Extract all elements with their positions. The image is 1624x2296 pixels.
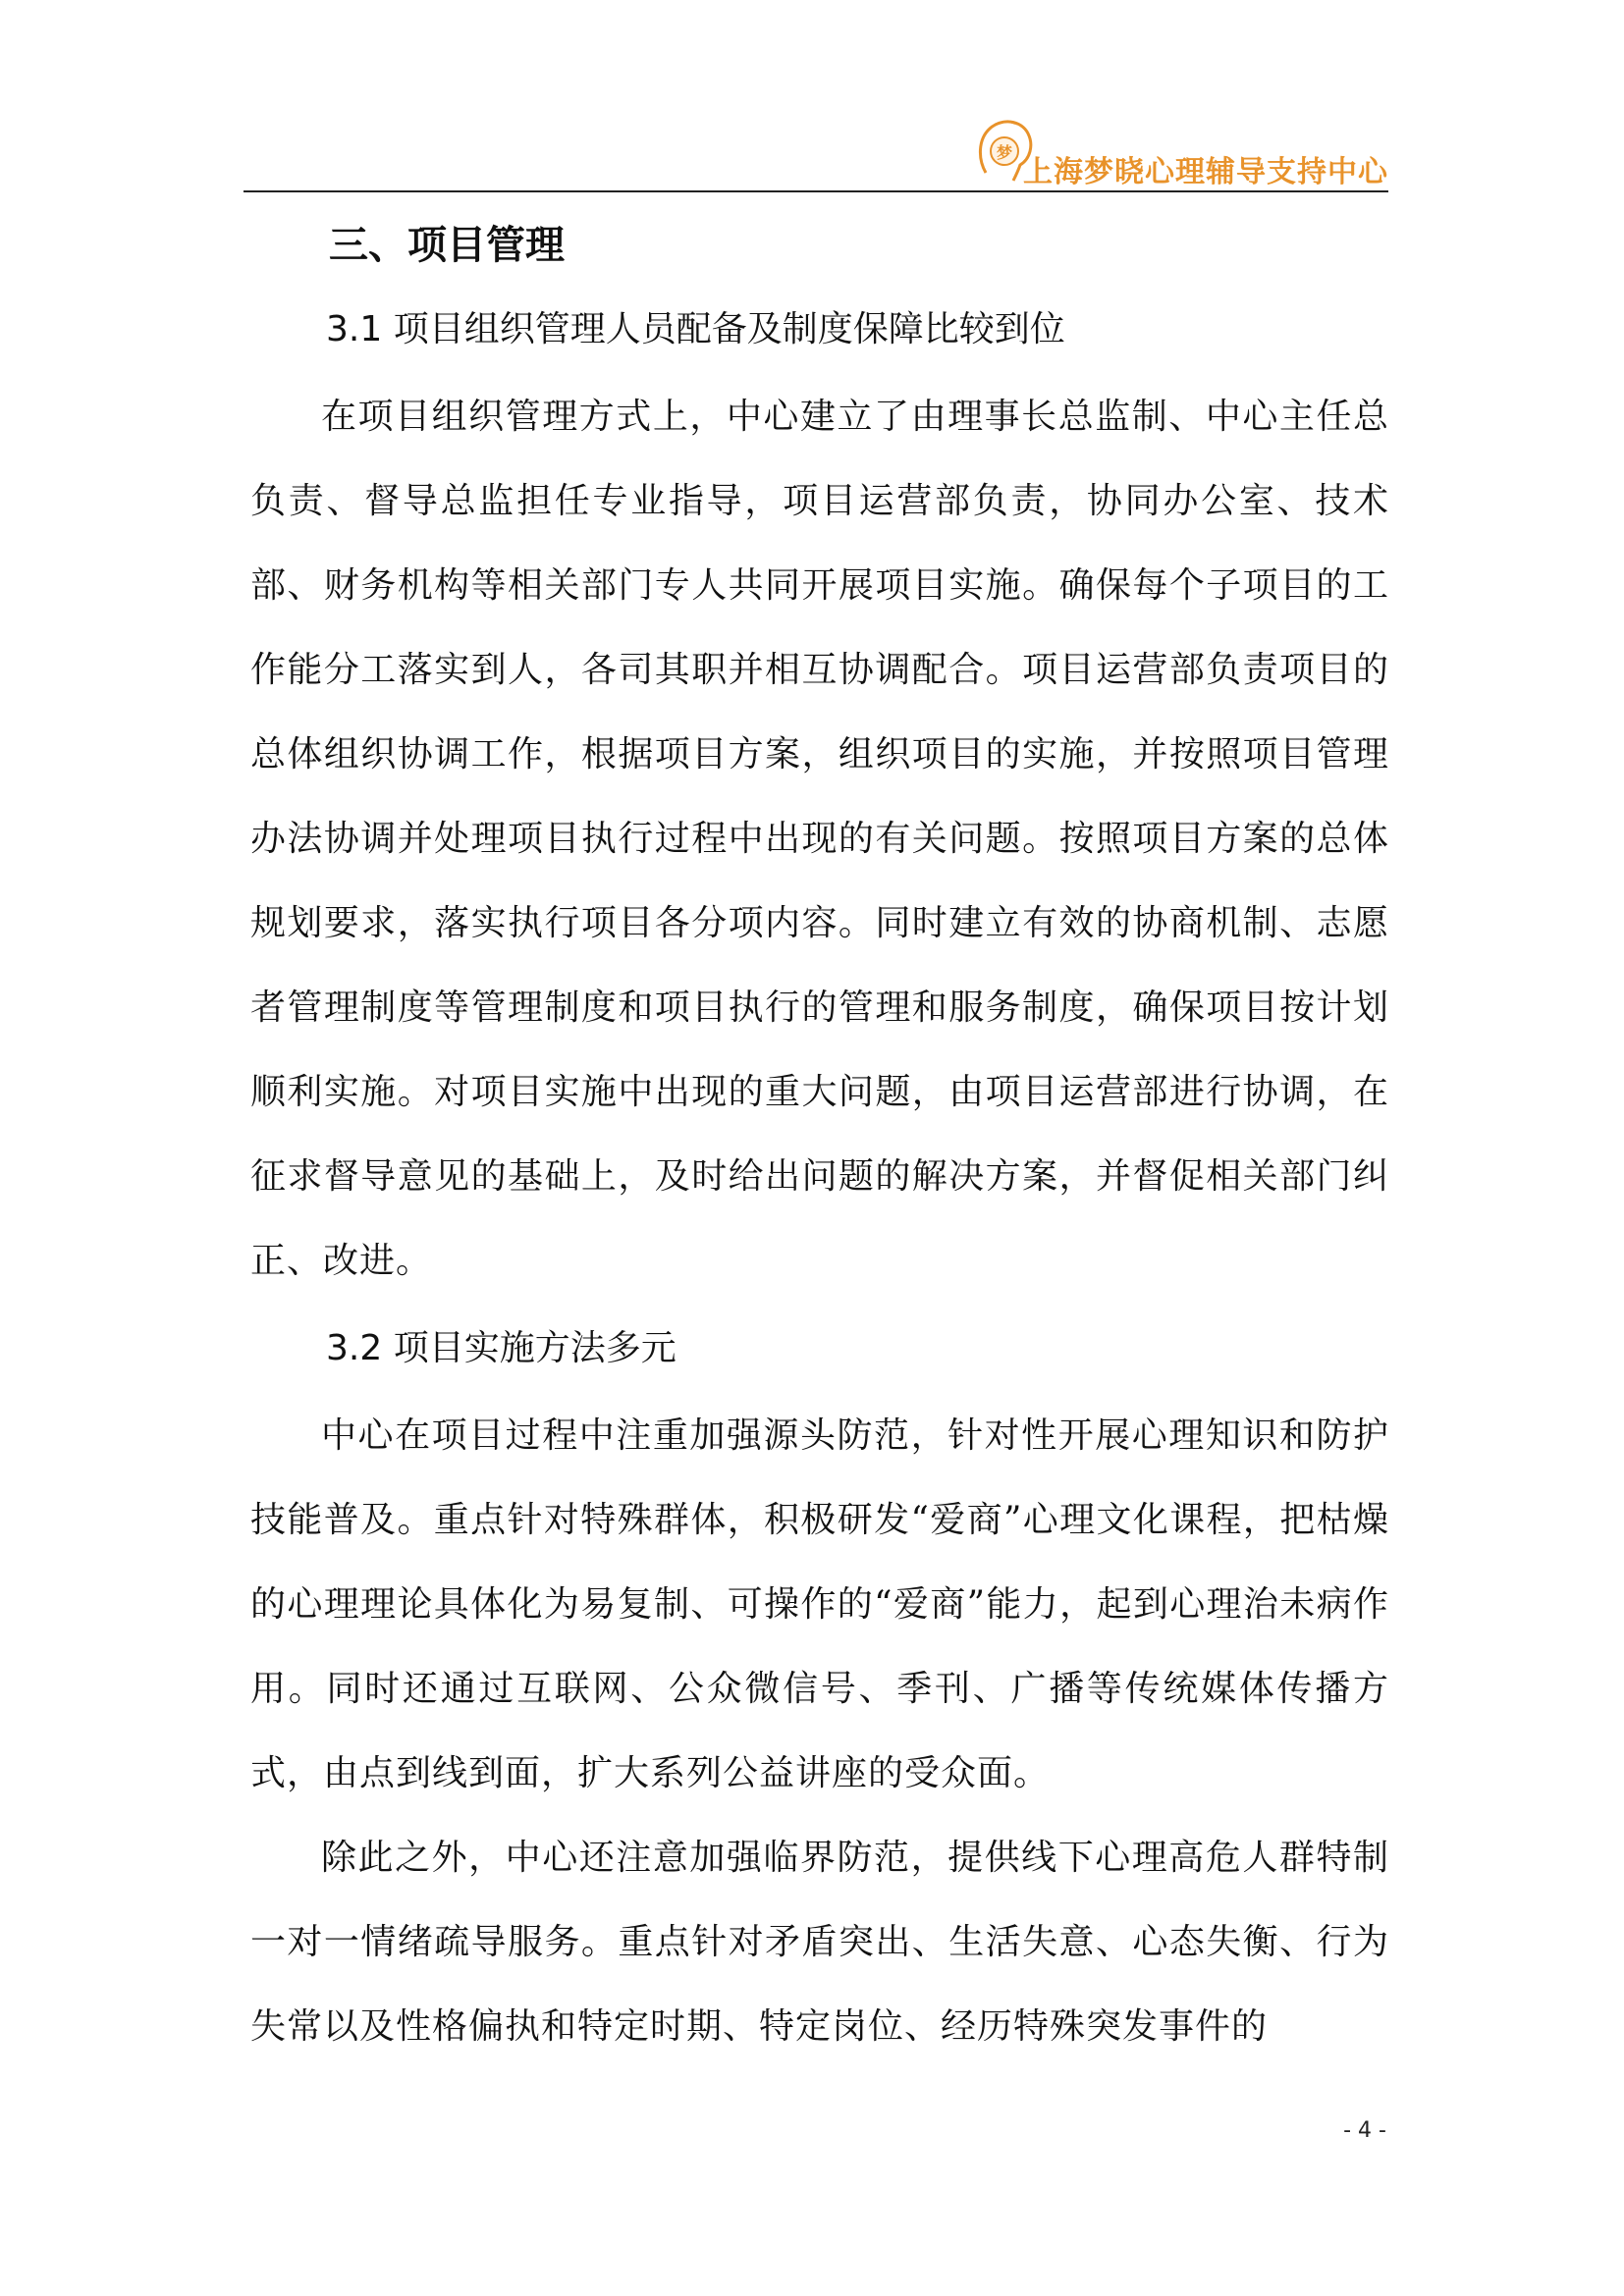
header-divider (244, 190, 1388, 192)
document-body (250, 206, 1389, 2069)
page-header (244, 110, 1388, 190)
organization-name: 上海梦晓心理辅导支持中心 (1023, 155, 1388, 189)
section-title: 三、项目管理 (329, 223, 565, 268)
paragraph-3-2-1: 中心在项目过程中注重加强源头防范，针对性开展心理知识和防护技能普及。重点针对特殊群体，积极研发“爱商”心理文化课程，把枯燥的心理理论具体化为易复制、可操作的“爱商”能力，起到心理治未病作用。同时还通过互联网、公众微信号、季刊、广播等传统媒体传播方式，由点到线到面，扩大系列公益讲座的受众面。 (250, 1415, 1389, 1793)
subsection-title-3-1: 3.1 项目组织管理人员配备及制度保障比较到位 (326, 309, 1065, 349)
page-number: - 4 - (1343, 2118, 1386, 2143)
paragraph-3-2-2: 除此之外，中心还注意加强临界防范，提供线下心理高危人群特制一对一情绪疏导服务。重点针对矛盾突出、生活失意、心态失衡、行为失常以及性格偏执和特定时期、特定岗位、经历特殊突发事件的 (250, 1838, 1389, 2047)
paragraph-3-1-1: 在项目组织管理方式上，中心建立了由理事长总监制、中心主任总负责、督导总监担任专业指导，项目运营部负责，协同办公室、技术部、财务机构等相关部门专人共同开展项目实施。确保每个子项目的工作能分工落实到人，各司其职并相互协调配合。项目运营部负责项目的总体组织协调工作，根据项目方案，组织项目的实施，并按照项目管理办法协调并处理项目执行过程中出现的有关问题。按照项目方案的总体规划要求，落实执行项目各分项内容。同时建立有效的协商机制、志愿者管理制度等管理制度和项目执行的管理和服务制度，确保项目按计划顺利实施。对项目实施中出现的重大问题，由项目运营部进行协调，在征求督导意见的基础上，及时给出问题的解决方案，并督促相关部门纠正、改进。 (250, 397, 1389, 1281)
subsection-title-3-2: 3.2 项目实施方法多元 (326, 1328, 677, 1368)
logo-char: 梦 (996, 143, 1013, 162)
